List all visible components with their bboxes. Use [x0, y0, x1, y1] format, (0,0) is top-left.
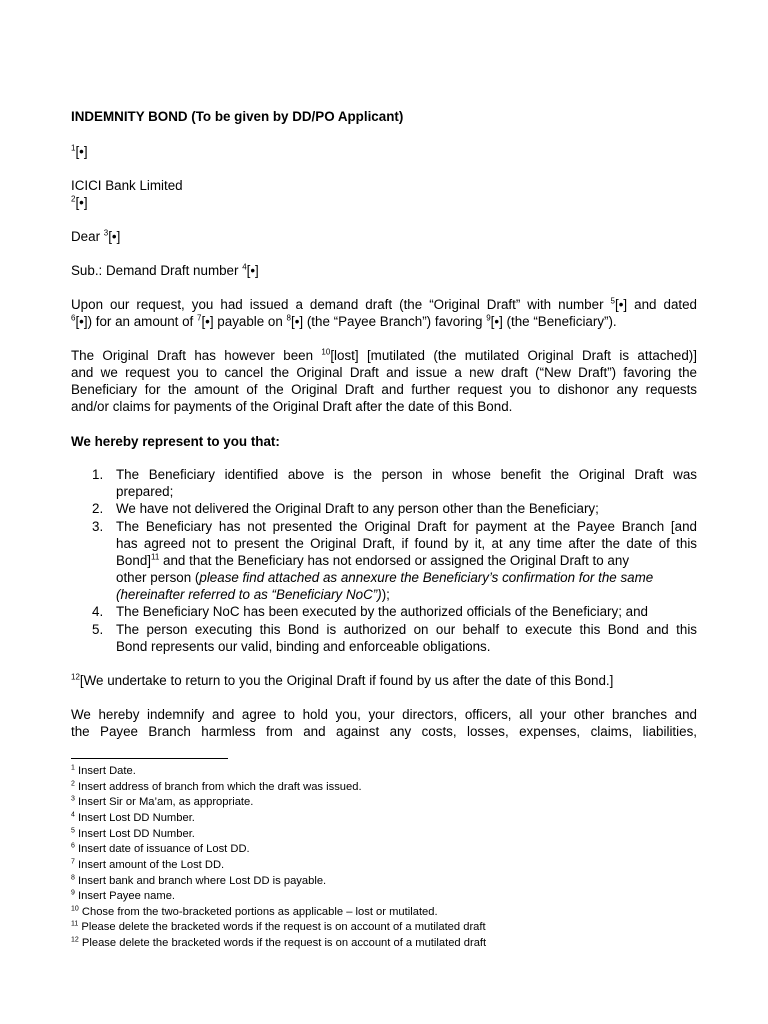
- subject-line: Sub.: Demand Draft number $^4$[•]: [71, 262, 259, 278]
- footnote-divider: [71, 758, 228, 759]
- indemnify-paragraph-line: the Payee Branch harmless from and against any costs, losses, expenses, claims, liabilities,: [71, 724, 697, 739]
- footnote: $^2$ Insert address of branch from which the draft was issued.: [71, 780, 362, 793]
- paragraph-lost-line: and we request you to cancel the Original Draft and issue a new draft (“New Draft”) favoring the: [71, 365, 697, 380]
- represent-heading: We hereby represent to you that:: [71, 434, 280, 449]
- footnote: $^8$ Insert bank and branch where Lost DD is payable.: [71, 874, 327, 887]
- salutation: Dear $^3$[•]: [71, 228, 121, 244]
- footnote-ref: 2: [71, 194, 76, 204]
- date-line: $^1$[•]: [71, 143, 88, 159]
- indemnify-paragraph-line: We hereby indemnify and agree to hold you, your directors, officers, all your other branches and: [71, 707, 697, 722]
- undertake-paragraph: $^{12}$[We undertake to return to you the Original Draft if found by us after the date of this Bond.]: [71, 672, 614, 688]
- footnote: $^{10}$ Chose from the two-bracketed portions as applicable – lost or mutilated.: [71, 905, 438, 918]
- footnote-ref: 3: [103, 228, 109, 238]
- footnote: $^7$ Insert amount of the Lost DD.: [71, 858, 225, 871]
- footnote: $^{12}$ Please delete the bracketed words if the request is on account of a mutilated draft: [71, 936, 487, 949]
- footnote: $^{11}$ Please delete the bracketed words if the request is on account of a mutilated draft: [71, 920, 486, 933]
- footnote: $^3$ Insert Sir or Ma’am, as appropriate.: [71, 795, 254, 808]
- footnote-ref: 4: [242, 262, 247, 272]
- footnote: $^6$ Insert date of issuance of Lost DD.: [71, 842, 250, 855]
- paragraph-request-line: $^6$[•]) for an amount of $^7$[•] payable on $^8$[•] (the “Payee Branch”) favoring $^9$[•] (the “Beneficiary”).: [71, 313, 617, 329]
- footnote-ref: 1: [71, 143, 76, 153]
- footnote: $^5$ Insert Lost DD Number.: [71, 827, 195, 840]
- footnote: $^9$ Insert Payee name.: [71, 889, 176, 902]
- footnote: $^4$ Insert Lost DD Number.: [71, 811, 195, 824]
- branch-address-line: $^2$[•]: [71, 194, 88, 210]
- bank-name: ICICI Bank Limited: [71, 178, 183, 193]
- document-title: INDEMNITY BOND (To be given by DD/PO Applicant): [71, 109, 404, 124]
- paragraph-lost-line: Beneficiary for the amount of the Original Draft and further request you to dishonor any requests: [71, 382, 697, 397]
- document-page: INDEMNITY BOND (To be given by DD/PO Applicant) $^1$[•] ICICI Bank Limited $^2$[•] Dear $^3$[•] Sub.: Demand Draft number $^4$[•] Upon our request, you had issued a demand draft (the “Original Draft” with number $^5$[•] and dated $^6$[•]) for an amount of $^7$[•] payable on $^8$[•] (the “Payee Branch”) favoring $^9$[•] (the “Beneficiary”). The Original Draft has however been $^{10}$[lost] [mutilated (the mutilated Original Draft is attached)] and we request you to cancel the Original Draft and issue a new draft (“New Draft”) favoring the Beneficiary for the amount of the Original Draft and further request you to dishonor any requests and/or claims for payments of the Original Draft after the date of this Bond. We hereby represent to you that: 1. The Beneficiary identified above is the person in whose benefit the Original Draft was prepared; 2. We have not delivered the Original Draft to any person other than the Beneficiary; 3. The Beneficiary has not presented the Original Draft for payment at the Payee Branch [and has agreed not to present the Original Draft, if found by it, at any time after the date of this Bond]$^{11}$ and that the Beneficiary has not endorsed or assigned the Original Draft to any other person (please find attached as annexure the Beneficiary’s confirmation for the same (hereinafter referred to as “Beneficiary NoC”)); 4. The Beneficiary NoC has been executed by the authorized officials of the Beneficiary; and 5. The person executing this Bond is authorized on our behalf to execute this Bond and this Bond represents our valid, binding and enforceable obligations. $^{12}$[We undertake to return to you the Original Draft if found by us after the date of this Bond.] We hereby indemnify and agree to hold you, your directors, officers, all your other branches and the Payee Branch harmless from and against any costs, losses, expenses, claims, liabilities, $^1$ Insert Date. $^2$ Insert address of branch from which the draft was issued. $^3$ Insert Sir or Ma’am, as appropriate. $^4$ Insert Lost DD Number. $^5$ Insert Lost DD Number. $^6$ Insert date of issuance of Lost DD. $^7$ Insert amount of the Lost DD. $^8$ Insert bank and branch where Lost DD is payable. $^9$ Insert Payee name. $^{10}$ Chose from the two-bracketed portions as applicable – lost or mutilated. $^{11}$ Please delete the bracketed words if the request is on account of a mutilated draft $^{12}$ Please delete the bracketed words if the request is on account of a mutilated draft: [71, 109, 698, 949]
- paragraph-lost-line: The Original Draft has however been $^{10}$[lost] [mutilated (the mutilated Original Draft is attached)]: [71, 347, 697, 363]
- paragraph-request-line: Upon our request, you had issued a demand draft (the “Original Draft” with number $^5$[•] and dated: [71, 296, 698, 312]
- footnote: $^1$ Insert Date.: [71, 764, 136, 777]
- paragraph-lost-line: and/or claims for payments of the Original Draft after the date of this Bond.: [71, 399, 513, 414]
